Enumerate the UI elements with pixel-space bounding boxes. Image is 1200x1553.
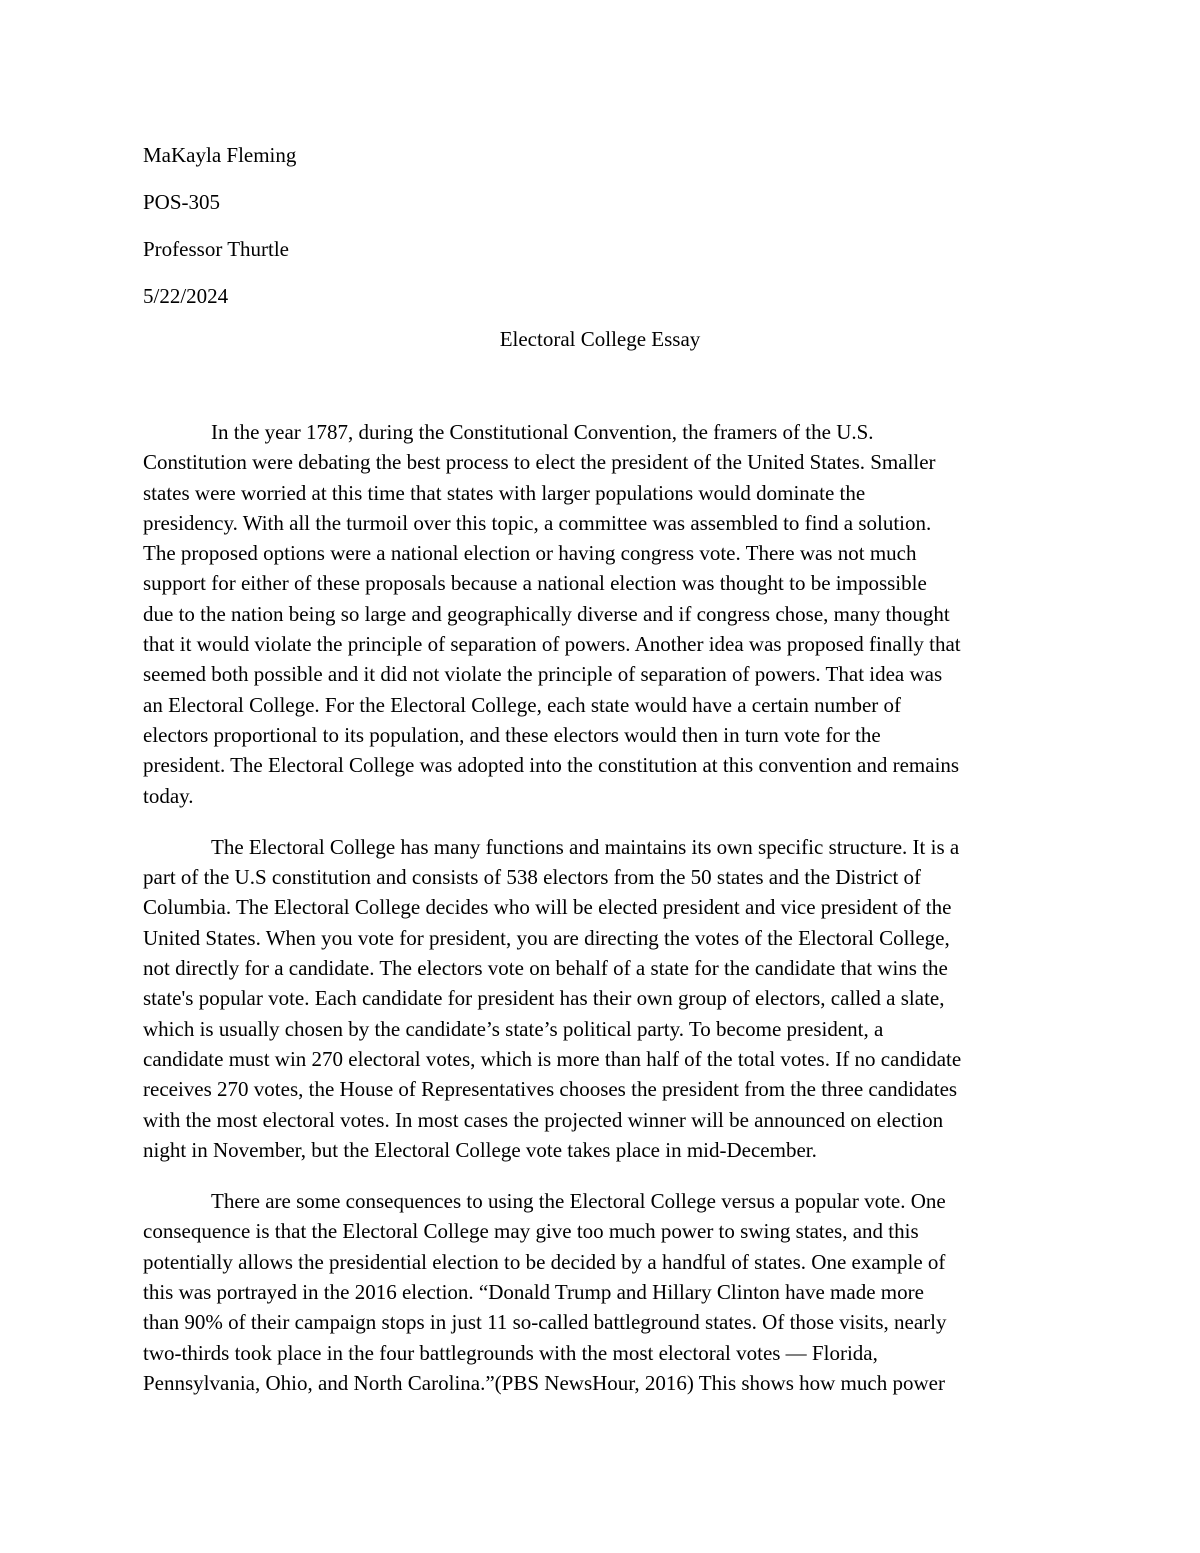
paragraph-line: Constitution were debating the best process to elect the president of the United States. Smaller: [143, 450, 936, 475]
essay-paragraph: [143, 417, 1059, 811]
essay-title: Electoral College Essay: [499, 327, 701, 351]
author-name: MaKayla Fleming: [143, 143, 297, 167]
paragraph-line: with the most electoral votes. In most cases the projected winner will be announced on election: [143, 1107, 944, 1132]
paragraph-line: due to the nation being so large and geographically diverse and if congress chose, many thought: [143, 601, 950, 626]
paragraph-line: receives 270 votes, the House of Representatives chooses the president from the three candidates: [143, 1077, 958, 1102]
paragraph-line: two-thirds took place in the four battlegrounds with the most electoral votes — Florida,: [143, 1340, 878, 1365]
paragraph-line: Columbia. The Electoral College decides who will be elected president and vice president of the: [143, 895, 952, 920]
paragraph-line: states were worried at this time that states with larger populations would dominate the: [143, 480, 866, 505]
paragraph-line: presidency. With all the turmoil over this topic, a committee was assembled to find a solution.: [143, 510, 932, 535]
essay-body: [143, 417, 1059, 1419]
paragraph-line: electors proportional to its population, and these electors would then in turn vote for the: [143, 722, 881, 747]
paragraph-line: The proposed options were a national election or having congress vote. There was not much: [143, 541, 917, 566]
paragraph-line: that it would violate the principle of separation of powers. Another idea was proposed finally that: [143, 632, 961, 657]
paragraph-line: United States. When you vote for president, you are directing the votes of the Electoral College,: [143, 925, 950, 950]
paragraph-line: Pennsylvania, Ohio, and North Carolina.”(PBS NewsHour, 2016) This shows how much power: [143, 1370, 945, 1395]
course-code: POS-305: [143, 190, 221, 214]
paragraph-line: not directly for a candidate. The electors vote on behalf of a state for the candidate that wins the: [143, 956, 948, 981]
paragraph-line: night in November, but the Electoral College vote takes place in mid-December.: [143, 1137, 817, 1162]
paragraph-line: this was portrayed in the 2016 election. “Donald Trump and Hillary Clinton have made more: [143, 1280, 924, 1305]
paragraph-line: seemed both possible and it did not violate the principle of separation of powers. That idea was: [143, 662, 943, 687]
paragraph-line: today.: [143, 783, 194, 808]
paragraph-line: than 90% of their campaign stops in just 11 so-called battleground states. Of those visits, nearly: [143, 1310, 947, 1335]
paragraph-line: an Electoral College. For the Electoral College, each state would have a certain number of: [143, 692, 902, 717]
paragraph-line: which is usually chosen by the candidate’s state’s political party. To become president, a: [143, 1016, 884, 1041]
paragraph-line: part of the U.S constitution and consists of 538 electors from the 50 states and the District of: [143, 865, 922, 890]
paragraph-line: potentially allows the presidential election to be decided by a handful of states. One example of: [143, 1249, 946, 1274]
paragraph-line: president. The Electoral College was adopted into the constitution at this convention and remains: [143, 753, 960, 778]
paragraph-line: consequence is that the Electoral College may give too much power to swing states, and this: [143, 1219, 919, 1244]
paragraph-line: In the year 1787, during the Constitutional Convention, the framers of the U.S.: [211, 420, 874, 444]
paragraph-line: There are some consequences to using the Electoral College versus a popular vote. One: [211, 1189, 946, 1214]
essay-paragraph: [143, 1186, 1059, 1398]
professor-name: Professor Thurtle: [143, 237, 290, 261]
essay-paragraph: [143, 832, 1059, 1165]
essay-date: 5/22/2024: [143, 284, 229, 308]
paragraph-line: state's popular vote. Each candidate for president has their own group of electors, called a slate,: [143, 986, 945, 1011]
paragraph-line: support for either of these proposals because a national election was thought to be impossible: [143, 571, 927, 596]
paragraph-line: candidate must win 270 electoral votes, which is more than half of the total votes. If no candidate: [143, 1046, 962, 1071]
paragraph-line: The Electoral College has many functions and maintains its own specific structure. It is a: [211, 834, 960, 859]
